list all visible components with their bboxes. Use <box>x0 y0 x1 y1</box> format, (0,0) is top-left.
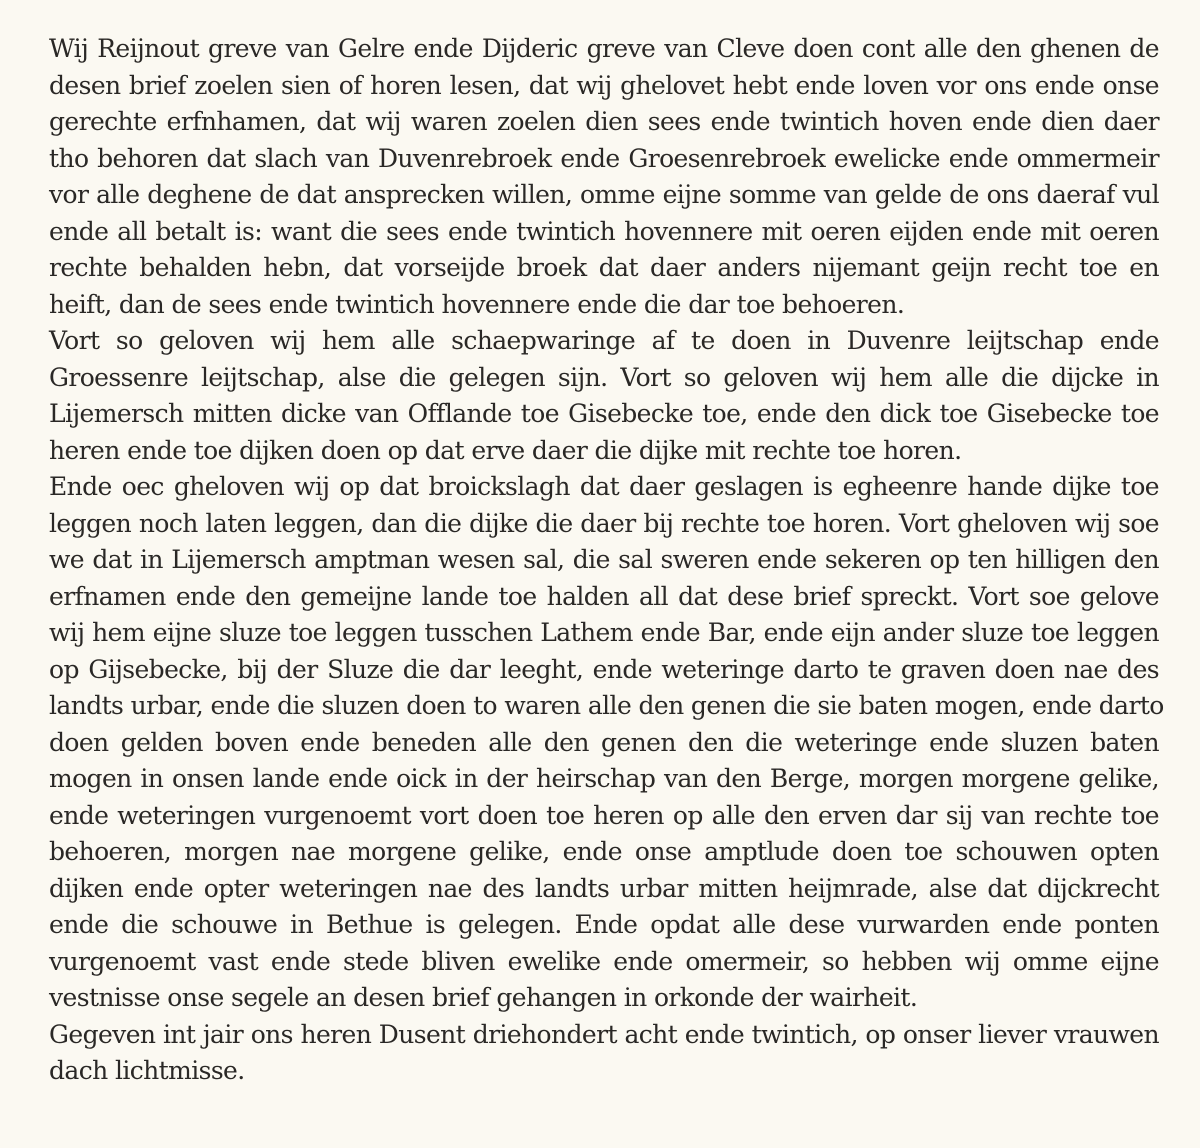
text-line: rechte behalden hebn, dat vorseijde broek dat daer anders nijemant geijn recht toe en <box>49 253 1159 282</box>
text-line: erfnamen ende den gemeijne lande toe halden all dat dese brief spreckt. Vort soe gelove <box>49 581 1159 611</box>
text-line: heift, dan de sees ende twintich hovennere ende die dar toe behoeren. <box>49 289 905 319</box>
text-line: Gegeven int jair ons heren Dusent driehondert acht ende twintich, op onser liever vrauwen <box>49 1019 1159 1049</box>
text-line: vor alle deghene de dat ansprecken willen, omme eijne somme van gelde de ons daeraf vul <box>49 180 1159 209</box>
text-line: Groessenre leijtschap, alse die gelegen sijn. Vort so geloven wij hem alle die dijcke in <box>49 362 1159 392</box>
paragraph-1 <box>49 31 1159 323</box>
text-line: dach lichtmisse. <box>49 1056 245 1085</box>
text-line: vestnisse onse segele an desen brief gehangen in orkonde der wairheit. <box>49 983 918 1012</box>
text-line: Vort so geloven wij hem alle schaepwaringe af te doen in Duvenre leijtschap ende <box>49 326 1159 355</box>
text-line: gerechte erfnhamen, dat wij waren zoelen dien sees ende twintich hoven ende dien daer <box>49 107 1159 136</box>
text-line: Wij Reijnout greve van Gelre ende Dijderic greve van Cleve doen cont alle den ghenen de <box>49 34 1159 63</box>
text-line: Lijemersch mitten dicke van Offlande toe Gisebecke toe, ende den dick toe Gisebecke toe <box>49 399 1159 428</box>
text-line: we dat in Lijemersch amptman wesen sal, die sal sweren ende sekeren op ten hilligen den <box>49 545 1159 574</box>
paragraph-3 <box>49 469 1164 1017</box>
text-line: leggen noch laten leggen, dan die dijke die daer bij rechte toe horen. Vort gheloven wij soe <box>49 508 1159 538</box>
paragraph-4 <box>49 1017 1159 1090</box>
text-line: doen gelden boven ende beneden alle den genen den die weteringe ende sluzen baten <box>49 727 1159 757</box>
text-line: op Gijsebecke, bij der Sluze die dar leeght, ende weteringe darto te graven doen nae des <box>49 654 1159 684</box>
text-line: ende weteringen vurgenoemt vort doen toe heren op alle den erven dar sij van rechte toe <box>49 800 1159 830</box>
text-line: Ende oec gheloven wij op dat broickslagh dat daer geslagen is egheenre hande dijke toe <box>49 472 1159 501</box>
paragraph-2 <box>49 323 1159 469</box>
text-line: ende all betalt is: want die sees ende twintich hovennere mit oeren eijden ende mit oeren <box>49 216 1159 246</box>
text-line: tho behoren dat slach van Duvenrebroek ende Groesenrebroek ewelicke ende ommermeir <box>49 143 1159 173</box>
text-line: landts urbar, ende die sluzen doen to waren alle den genen die sie baten mogen, ende darto <box>49 691 1164 720</box>
text-line: ende die schouwe in Bethue is gelegen. Ende opdat alle dese vurwarden ende ponten <box>49 910 1159 939</box>
text-line: vurgenoemt vast ende stede bliven ewelike ende omermeir, so hebben wij omme eijne <box>49 946 1159 976</box>
text-line: heren ende toe dijken doen op dat erve daer die dijke mit rechte toe horen. <box>49 435 962 465</box>
text-line: dijken ende opter weteringen nae des landts urbar mitten heijmrade, alse dat dijckrecht <box>49 873 1159 903</box>
text-line: wij hem eijne sluze toe leggen tusschen Lathem ende Bar, ende eijn ander sluze toe leggen <box>49 618 1159 647</box>
charter-text <box>49 31 1164 1090</box>
text-line: desen brief zoelen sien of horen lesen, dat wij ghelovet hebt ende loven vor ons ende onse <box>49 70 1159 100</box>
text-line: behoeren, morgen nae morgene gelike, ende onse amptlude doen toe schouwen opten <box>49 837 1159 866</box>
text-line: mogen in onsen lande ende oick in der heirschap van den Berge, morgen morgene gelike, <box>49 764 1159 793</box>
